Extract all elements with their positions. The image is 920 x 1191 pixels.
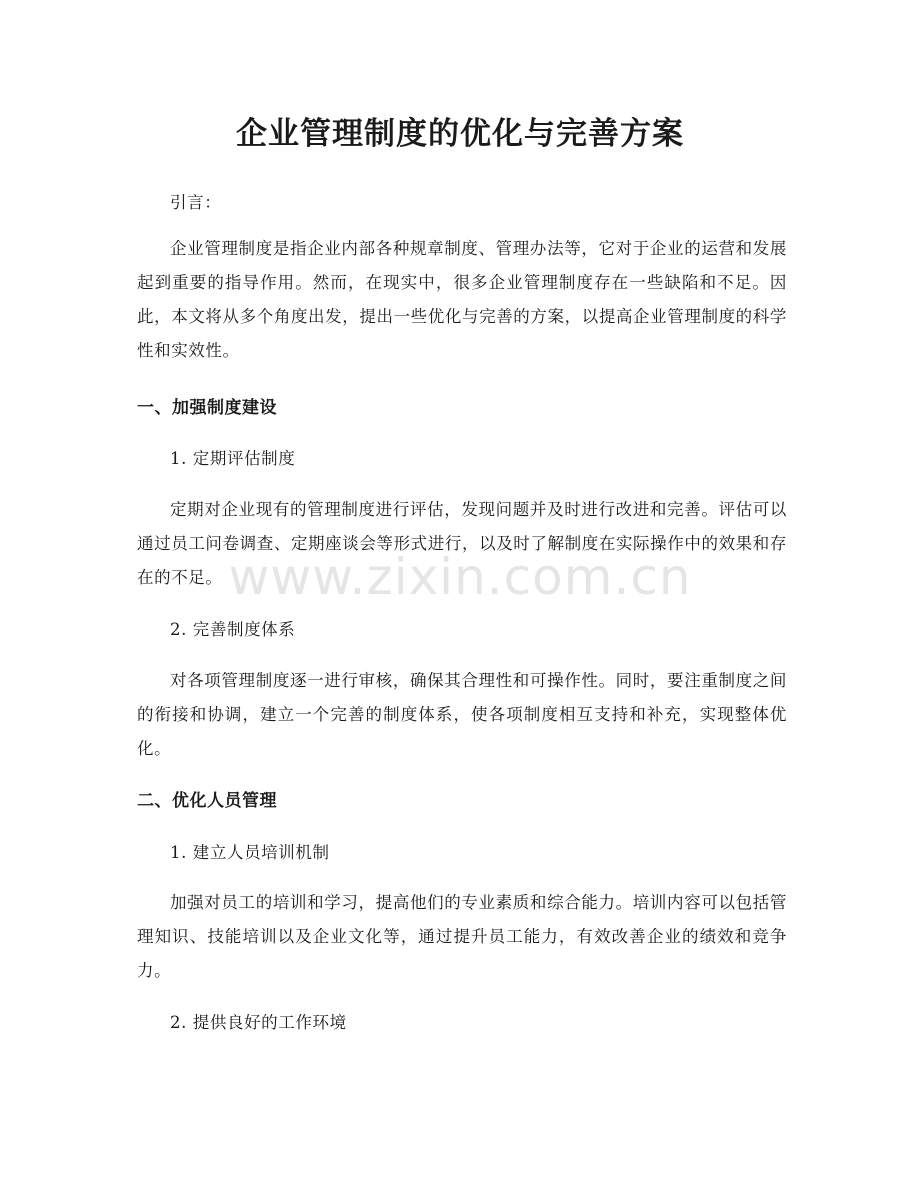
section1-item2-title: 2. 完善制度体系: [170, 620, 296, 639]
section-heading-1: 一、加强制度建设: [137, 398, 277, 418]
section-heading-2: 二、优化人员管理: [137, 791, 277, 811]
intro-label: 引言：: [170, 193, 222, 212]
document-title: 企业管理制度的优化与完善方案: [236, 116, 684, 152]
section1-item2-paragraph: 对各项管理制度逐一进行审核，确保其合理性和可操作性。同时，要注重制度之间的衔接和协调，建立一个完善的制度体系，使各项制度相互支持和补充，实现整体优化。: [137, 671, 787, 758]
section1-item1-paragraph: 定期对企业现有的管理制度进行评估，发现问题并及时进行改进和完善。评估可以通过员工问卷调查、定期座谈会等形式进行，以及时了解制度在实际操作中的效果和存在的不足。: [137, 500, 787, 587]
section2-item1-title: 1. 建立人员培训机制: [170, 843, 330, 862]
watermark: www.zixin.com.cn: [228, 548, 692, 606]
section2-item1-paragraph: 加强对员工的培训和学习，提高他们的专业素质和综合能力。培训内容可以包括管理知识、技能培训以及企业文化等，通过提升员工能力，有效改善企业的绩效和竞争力。: [137, 893, 787, 980]
intro-paragraph: 企业管理制度是指企业内部各种规章制度、管理办法等，它对于企业的运营和发展起到重要的指导作用。然而，在现实中，很多企业管理制度存在一些缺陷和不足。因此，本文将从多个角度出发，提出一些优化与完善的方案，以提高企业管理制度的科学性和实效性。: [137, 239, 787, 360]
section1-item1-title: 1. 定期评估制度: [170, 449, 296, 468]
section2-item2-title: 2. 提供良好的工作环境: [170, 1013, 347, 1032]
